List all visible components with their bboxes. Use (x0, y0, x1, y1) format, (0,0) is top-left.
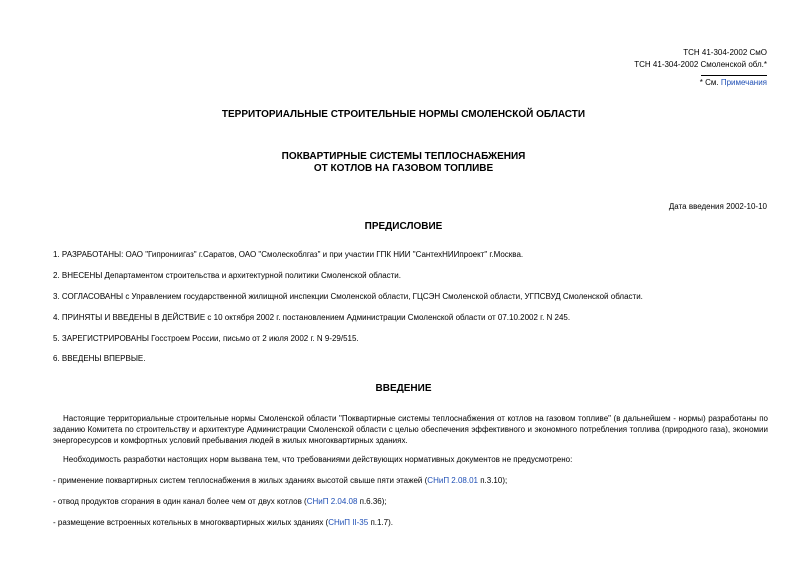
requirement-item (53, 476, 507, 485)
document-title: ТЕРРИТОРИАЛЬНЫЕ СТРОИТЕЛЬНЫЕ НОРМЫ СМОЛЕНСКОЙ ОБЛАСТИ (221, 109, 586, 120)
snip-link[interactable]: СНиП II-35 (328, 518, 369, 527)
document-code-secondary: ТСН 41-304-2002 Смоленской обл.* (634, 60, 767, 69)
subtitle-line-2: ОТ КОТЛОВ НА ГАЗОВОМ ТОПЛИВЕ (313, 163, 494, 174)
requirement-tail: п.1.7). (368, 518, 394, 527)
footnote-prefix: * См. (699, 78, 721, 87)
introduction-date: Дата введения 2002-10-10 (668, 202, 767, 211)
requirement-tail: п.3.10); (477, 476, 508, 485)
snip-link[interactable]: СНиП 2.04.08 (306, 497, 358, 506)
footnote-note (700, 78, 767, 87)
introduction-paragraph: Настоящие территориальные строительные нормы Смоленской области "Поквартирные системы теплоснабжения от котлов на газовом топливе" (в дальнейшем - нормы) разработаны по заданию Комитета по строительству и архитектуре Администрации Смоленской области с целью обеспечения эффективного и экономного потребления топлива (природного газа), экономии энергоресурсов и комфортных условий пребывания людей в жилых многоквартирных зданиях. (53, 414, 768, 445)
requirement-text: - применение поквартирных систем теплоснабжения в жилых зданиях высотой свыше пяти этажей ( (53, 476, 428, 485)
preface-item: 6. ВВЕДЕНЫ ВПЕРВЫЕ. (53, 354, 146, 363)
document-codes (634, 47, 767, 71)
preface-item: 4. ПРИНЯТЫ И ВВЕДЕНЫ В ДЕЙСТВИЕ с 10 октября 2002 г. постановлением Администрации Смоленской области от 07.10.2002 г. N 245. (53, 313, 571, 322)
document-subtitle (0, 151, 807, 175)
requirement-item (53, 497, 387, 506)
requirement-text: - отвод продуктов сгорания в один канал более чем от двух котлов ( (53, 497, 307, 506)
footnote-divider (701, 75, 767, 76)
preface-heading: ПРЕДИСЛОВИЕ (364, 221, 443, 232)
introduction-heading: ВВЕДЕНИЕ (375, 383, 432, 394)
document-code-primary: ТСН 41-304-2002 СмО (683, 48, 767, 57)
requirement-text: - размещение встроенных котельных в многоквартирных жилых зданиях ( (53, 518, 329, 527)
subtitle-line-1: ПОКВАРТИРНЫЕ СИСТЕМЫ ТЕПЛОСНАБЖЕНИЯ (281, 151, 526, 162)
notes-link[interactable]: Примечания (720, 78, 767, 87)
introduction-lead: Необходимость разработки настоящих норм вызвана тем, что требованиями действующих нормативных документов не предусмотрено: (63, 455, 573, 464)
snip-link[interactable]: СНиП 2.08.01 (427, 476, 478, 485)
requirement-tail: п.6.36); (357, 497, 387, 506)
preface-item: 1. РАЗРАБОТАНЫ: ОАО "Гипрониигаз" г.Саратов, ОАО "Смолескоблгаз" и при участии ГПК НИИ "СантехНИИпроект" г.Москва. (53, 250, 524, 259)
preface-item: 2. ВНЕСЕНЫ Департаментом строительства и архитектурной политики Смоленской области. (53, 271, 401, 280)
preface-item: 5. ЗАРЕГИСТРИРОВАНЫ Госстроем России, письмо от 2 июля 2002 г. N 9-29/515. (53, 334, 359, 343)
preface-item: 3. СОГЛАСОВАНЫ с Управлением государственной жилищной инспекции Смоленской области, ГЦСЭН Смоленской области, УГПСВУД Смоленской области. (53, 292, 643, 301)
requirement-item (53, 518, 393, 527)
